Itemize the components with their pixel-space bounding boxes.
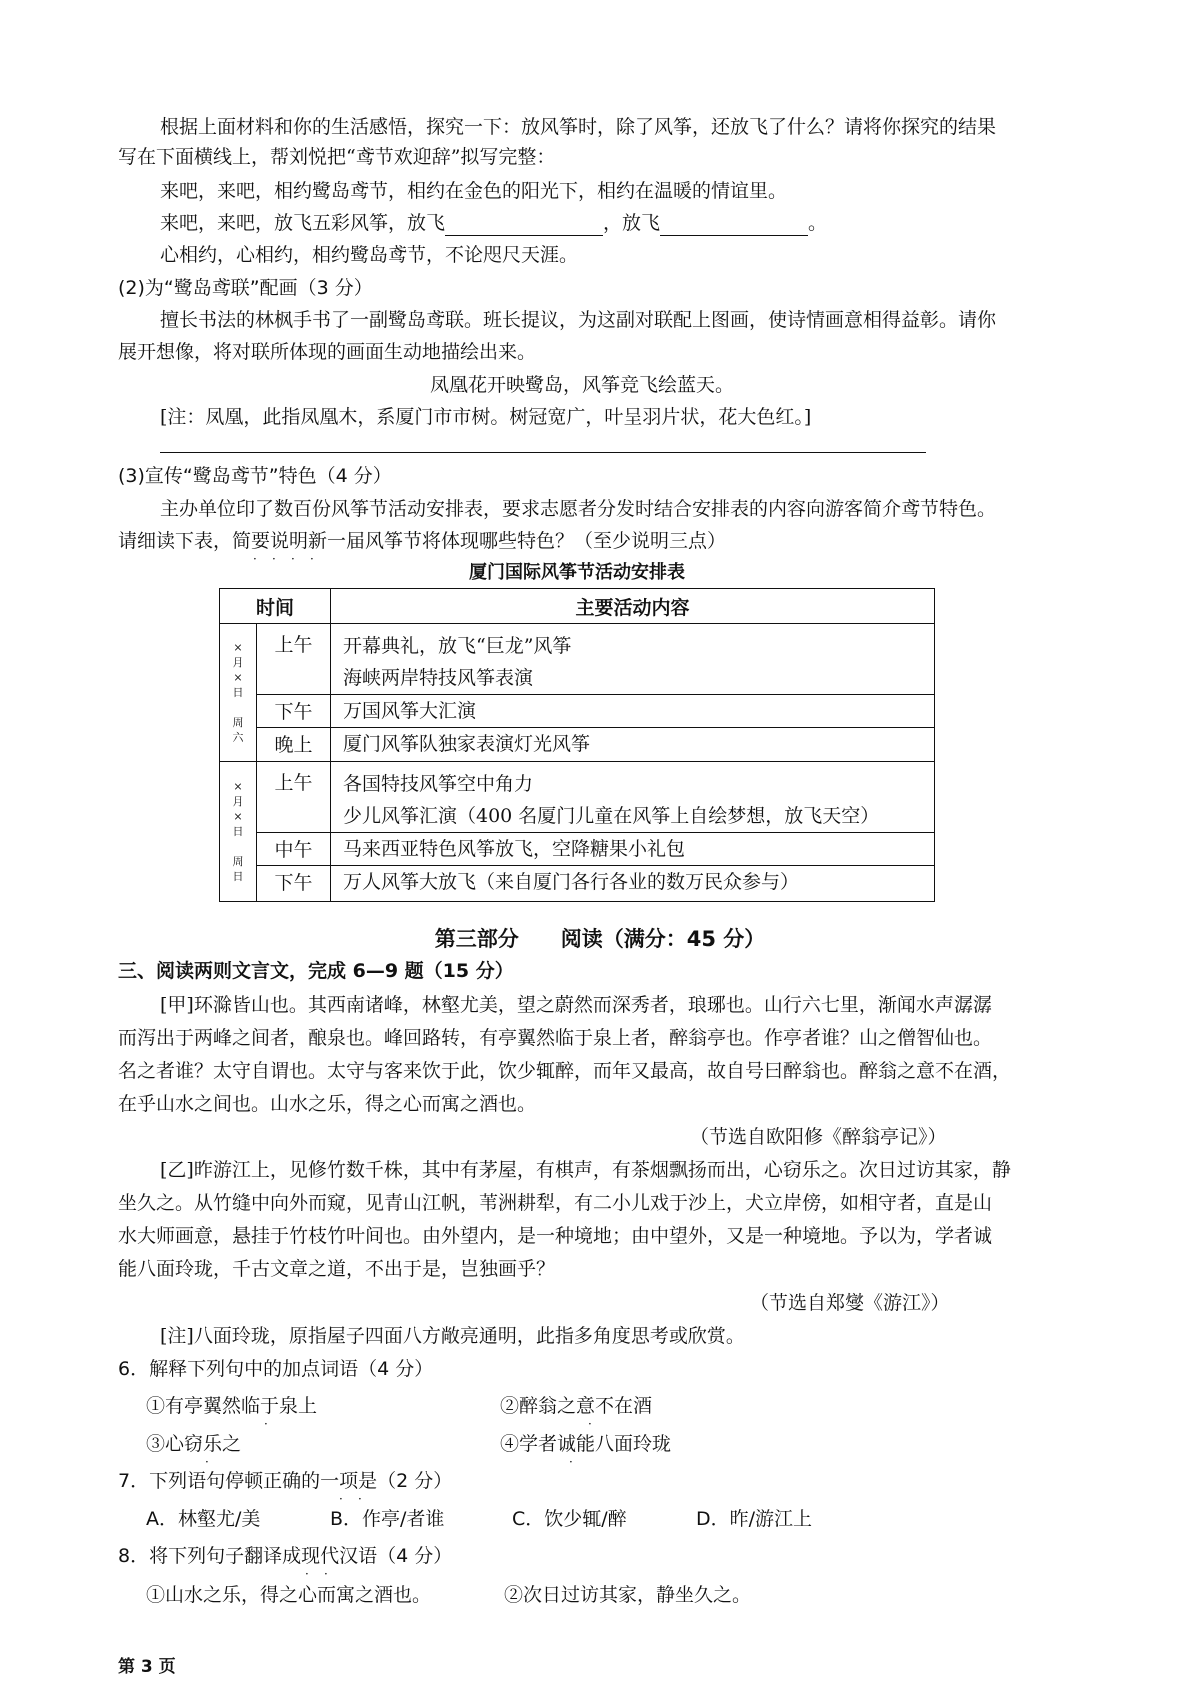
section3-title: 三、阅读两则文言文，完成 6—9 题（15 分）	[118, 960, 514, 982]
q5-3-line1: 主办单位印了数百份风筝节活动安排表，要求志愿者分发时结合安排表的内容向游客简介鸢节特色。	[160, 498, 997, 520]
welcome-line2-a: 来吧，来吧，放飞五彩风筝，放飞	[160, 212, 446, 234]
jia-line2: 而泻出于两峰之间者，酿泉也。峰回路转，有亭翼然临于泉上者，醉翁亭也。作亭者谁？山之僧智仙也。	[118, 1027, 993, 1049]
q5-intro-line1: 根据上面材料和你的生活感悟，探究一下：放风筝时，除了风筝，还放飞了什么？请将你探究的结果	[160, 116, 997, 138]
q6-option-b: ②醉翁之意不在酒	[500, 1395, 653, 1417]
q7-option-c[interactable]: C．饮少辄/醉	[512, 1508, 627, 1530]
header-content: 主要活动内容	[331, 589, 935, 624]
yi-source: （节选自郑燮《游江》）	[750, 1292, 950, 1314]
q5-intro-line2: 写在下面横线上，帮刘悦把“鸢节欢迎辞”拟写完整：	[118, 146, 556, 168]
time-cell: 下午	[257, 695, 331, 728]
q7-option-b[interactable]: B．作亭/者谁	[330, 1508, 445, 1530]
yi-line2: 坐久之。从竹缝中向外而窥，见青山江帆，苇洲耕犁，有二小儿戏于沙上，犬立岸傍，如相守者，直是山	[118, 1192, 993, 1214]
q5-2-line2: 展开想像，将对联所体现的画面生动地描绘出来。	[118, 341, 537, 363]
content-cell: 万国风筝大汇演	[331, 695, 935, 728]
jia-line1: [甲]环滁皆山也。其西南诸峰，林壑尤美，望之蔚然而深秀者，琅琊也。山行六七里，渐闻水声潺潺	[160, 994, 992, 1016]
q7-title: 7．下列语句停顿正确的一项是（2 分）	[118, 1470, 453, 1492]
table-row	[220, 762, 935, 833]
time-cell: 下午	[257, 866, 331, 902]
emphasis-dot: ·	[291, 552, 295, 566]
yi-line4: 能八面玲珑，千古文章之道，不出于是，岂独画乎？	[118, 1258, 556, 1280]
schedule-table	[219, 588, 935, 902]
content-cell: 万人风筝大放飞（来自厦门各行各业的数万民众参与）	[331, 866, 935, 902]
table-row	[220, 833, 935, 866]
emphasis-dot: ·	[264, 1417, 268, 1431]
schedule-title: 厦门国际风筝节活动安排表	[469, 562, 685, 583]
q6-title: 6．解释下列句中的加点词语（4 分）	[118, 1358, 434, 1380]
q8-sentence-a: ①山水之乐，得之心而寓之酒也。	[146, 1584, 432, 1606]
q5-3-title: (3)宣传“鹭岛鸢节”特色（4 分）	[118, 465, 392, 487]
content-cell: 各国特技风筝空中角力 少儿风筝汇演（400 名厦门儿童在风筝上自绘梦想，放飞天空）	[331, 762, 935, 833]
emphasis-dot: ·	[253, 552, 257, 566]
yi-line1: [乙]昨游江上，见修竹数千株，其中有茅屋，有棋声，有茶烟飘扬而出，心窃乐之。次日过访其家，静	[160, 1159, 1011, 1181]
table-row	[220, 624, 935, 695]
content-cell: 开幕典礼，放飞“巨龙”风筝 海峡两岸特技风筝表演	[331, 624, 935, 695]
q5-3-line2: 请细读下表，简要说明新一届风筝节将体现哪些特色？（至少说明三点）	[118, 530, 727, 552]
emphasis-dot: ·	[305, 1567, 309, 1581]
q6-option-a: ①有亭翼然临于泉上	[146, 1395, 318, 1417]
content-cell: 马来西亚特色风筝放飞，空降糖果小礼包	[331, 833, 935, 866]
date-cell-sat: × 月 × 日 周 六	[220, 624, 257, 762]
header-time: 时间	[220, 589, 331, 624]
answer-blank-2[interactable]	[660, 213, 808, 236]
time-cell: 中午	[257, 833, 331, 866]
welcome-line2	[160, 210, 827, 236]
table-row	[220, 866, 935, 902]
emphasis-dot: ·	[588, 1417, 592, 1431]
welcome-line1: 来吧，来吧，相约鹭岛鸢节，相约在金色的阳光下，相约在温暖的情谊里。	[160, 180, 788, 202]
q7-option-d[interactable]: D．昨/游江上	[696, 1508, 813, 1530]
q7-option-a[interactable]: A．林壑尤/美	[146, 1508, 261, 1530]
jia-line4: 在乎山水之间也。山水之乐，得之心而寓之酒也。	[118, 1093, 537, 1115]
q8-sentence-b: ②次日过访其家，静坐久之。	[504, 1584, 752, 1606]
answer-line[interactable]	[160, 452, 926, 453]
time-cell: 上午	[257, 762, 331, 833]
page-number: 第 3 页	[118, 1657, 176, 1677]
table-header-row	[220, 589, 935, 624]
welcome-line2-b: ，放飞	[603, 212, 661, 234]
content-cell: 厦门风筝队独家表演灯光风筝	[331, 728, 935, 762]
answer-blank-1[interactable]	[445, 213, 603, 236]
table-row	[220, 695, 935, 728]
time-cell: 晚上	[257, 728, 331, 762]
emphasis-dot: ·	[205, 1455, 209, 1469]
date-cell-sun: × 月 × 日 周 日	[220, 762, 257, 902]
yi-line3: 水大师画意，悬挂于竹枝竹叶间也。由外望内，是一种境地；由中望外，又是一种境地。予以为，学者诚	[118, 1225, 993, 1247]
couplet-note: [注：凤凰，此指凤凰木，系厦门市市树。树冠宽广，叶呈羽片状，花大色红。]	[160, 406, 812, 428]
welcome-line2-c: 。	[808, 212, 828, 234]
jia-line3: 名之者谁？太守自谓也。太守与客来饮于此，饮少辄醉，而年又最高，故自号曰醉翁也。醉翁之意不在酒，	[118, 1060, 1012, 1082]
emphasis-dot: ·	[358, 1492, 362, 1506]
time-cell: 上午	[257, 624, 331, 695]
emphasis-dot: ·	[569, 1455, 573, 1469]
emphasis-dot: ·	[272, 552, 276, 566]
q6-option-d: ④学者诚能八面玲珑	[500, 1433, 672, 1455]
emphasis-dot: ·	[339, 1492, 343, 1506]
part3-heading: 第三部分 阅读（满分：45 分）	[434, 927, 766, 951]
table-row	[220, 728, 935, 762]
welcome-line3: 心相约，心相约，相约鹭岛鸢节，不论咫尺天涯。	[160, 244, 579, 266]
q8-title: 8．将下列句子翻译成现代汉语（4 分）	[118, 1545, 453, 1567]
jia-source: （节选自欧阳修《醉翁亭记》）	[690, 1126, 947, 1148]
emphasis-dot: ·	[324, 1567, 328, 1581]
emphasis-dot: ·	[310, 552, 314, 566]
q5-2-line1: 擅长书法的林枫手书了一副鹭岛鸢联。班长提议，为这副对联配上图画，使诗情画意相得益彰。请你	[160, 309, 997, 331]
yi-note: [注]八面玲珑，原指屋子四面八方敞亮通明，此指多角度思考或欣赏。	[160, 1325, 745, 1347]
q6-option-c: ③心窃乐之	[146, 1433, 242, 1455]
q5-2-title: (2)为“鹭岛鸢联”配画（3 分）	[118, 277, 373, 299]
couplet: 凤凰花开映鹭岛，风筝竞飞绘蓝天。	[430, 374, 735, 396]
